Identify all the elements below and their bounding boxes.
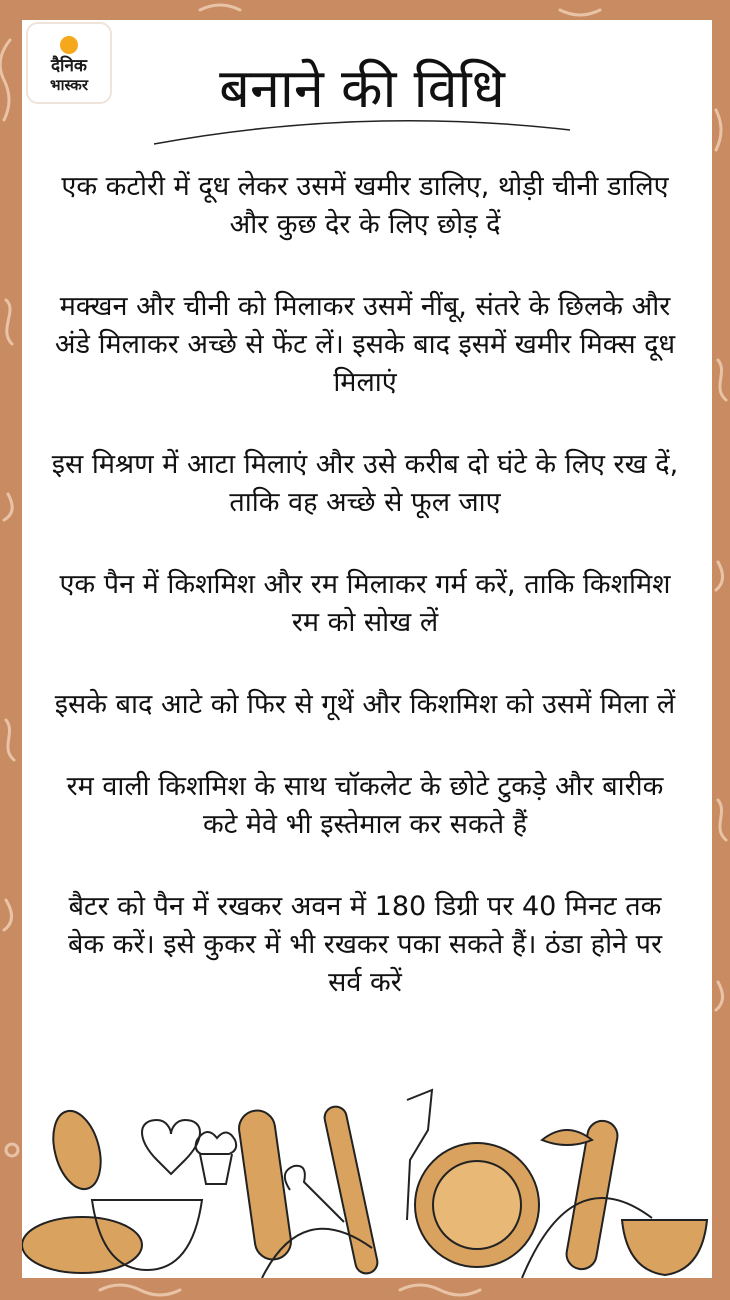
steps-list	[50, 168, 680, 1046]
step-text: इस मिश्रण में आटा मिलाएं और उसे करीब दो घंटे के लिए रख दें, ताकि वह अच्छे से फूल जाए	[51, 449, 679, 518]
pretzel-icon	[45, 1106, 108, 1195]
cupcake-icon	[196, 1132, 236, 1184]
heart-icon	[142, 1120, 200, 1174]
title-underline-curve	[152, 116, 572, 166]
spoon-icon	[285, 1166, 344, 1222]
recipe-card	[22, 20, 712, 1278]
step-text: मक्खन और चीनी को मिलाकर उसमें नींबू, संतरे के छिलके और अंडे मिलाकर अच्छे से फेंट लें। इसके बाद इसमें खमीर मिक्स दूध मिलाएं	[54, 291, 676, 398]
logo-line-2: भास्कर	[50, 76, 88, 94]
baking-illustration	[22, 1080, 712, 1278]
brand-logo	[28, 24, 110, 102]
croissant-icon	[542, 1130, 592, 1145]
rolling-pin-icon	[323, 1105, 380, 1276]
step-text: इसके बाद आटे को फिर से गूथें और किशमिश को उसमें मिला लें	[54, 689, 676, 720]
step-text: एक पैन में किशमिश और रम मिलाकर गर्म करें, ताकि किशमिश रम को सोख लें	[59, 569, 671, 638]
step-text: एक कटोरी में दूध लेकर उसमें खमीर डालिए, थोड़ी चीनी डालिए और कुछ देर के लिए छोड़ दें	[61, 171, 669, 240]
baguette-icon	[237, 1108, 294, 1262]
sun-icon	[60, 36, 78, 54]
page-title: बनाने की विधि	[219, 57, 505, 120]
step-text: रम वाली किशमिश के साथ चॉकलेट के छोटे टुकड़े और बारीक कटे मेवे भी इस्तेमाल कर सकते हैं	[66, 771, 664, 840]
plate-icon	[415, 1143, 539, 1267]
logo-line-1: दैनिक	[51, 56, 87, 76]
mixing-bowl-icon	[622, 1220, 707, 1275]
step-text: बैटर को पैन में रखकर अवन में 180 डिग्री पर 40 मिनट तक बेक करें। इसे कुकर में भी रखकर पका सकते हैं। ठंडा होने पर सर्व करें	[67, 891, 663, 998]
